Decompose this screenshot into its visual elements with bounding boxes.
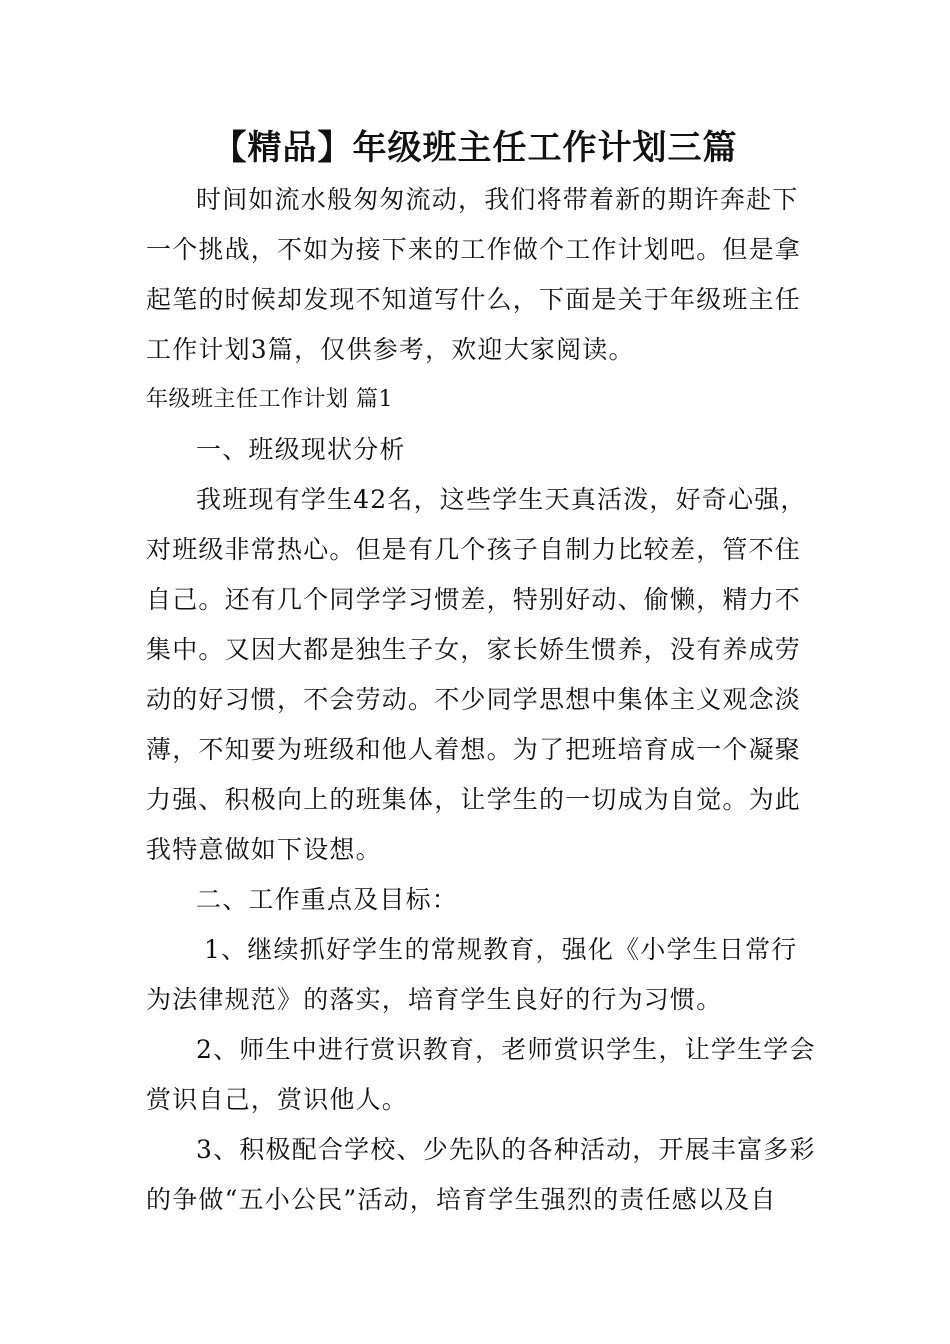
subsection-heading: 二、工作重点及目标： [196, 885, 459, 914]
paragraph-line: 对班级非常热心。但是有几个孩子自制力比较差，管不住 [146, 535, 802, 564]
list-item-line: 1、继续抓好学生的常规教育，强化《小学生日常行 [204, 935, 798, 964]
paragraph-line: 集中。又因大都是独生子女，家长娇生惯养，没有养成劳 [146, 635, 802, 664]
section-heading: 年级班主任工作计划 篇1 [146, 387, 393, 412]
paragraph-line: 我特意做如下设想。 [146, 835, 382, 864]
list-item-line: 赏识自己，赏识他人。 [146, 1085, 409, 1114]
paragraph-line: 力强、积极向上的班集体，让学生的一切成为自觉。为此 [146, 785, 802, 814]
paragraph-line: 工作计划3篇，仅供参考，欢迎大家阅读。 [146, 335, 635, 364]
list-item-line: 的争做“五小公民”活动，培育学生强烈的责任感以及自 [146, 1185, 777, 1214]
list-item-line: 2、师生中进行赏识教育，老师赏识学生，让学生学会 [196, 1035, 816, 1064]
paragraph-line: 动的好习惯，不会劳动。不少同学思想中集体主义观念淡 [146, 685, 802, 714]
list-item-line: 为法律规范》的落实，培育学生良好的行为习惯。 [146, 985, 723, 1014]
paragraph-line: 我班现有学生42名，这些学生天真活泼，好奇心强， [196, 485, 807, 514]
document-title: 【精品】年级班主任工作计划三篇 [212, 128, 738, 168]
paragraph-line: 时间如流水般匆匆流动，我们将带着新的期许奔赴下 [196, 185, 799, 214]
subsection-heading: 一、班级现状分析 [196, 435, 406, 464]
list-item-line: 3、积极配合学校、少先队的各种活动，开展丰富多彩 [196, 1135, 816, 1164]
paragraph-line: 一个挑战，不如为接下来的工作做个工作计划吧。但是拿 [146, 235, 802, 264]
paragraph-line: 自己。还有几个同学学习惯差，特别好动、偷懒，精力不 [146, 585, 802, 614]
paragraph-line: 薄，不知要为班级和他人着想。为了把班培育成一个凝聚 [146, 735, 802, 764]
paragraph-line: 起笔的时候却发现不知道写什么，下面是关于年级班主任 [146, 285, 802, 314]
